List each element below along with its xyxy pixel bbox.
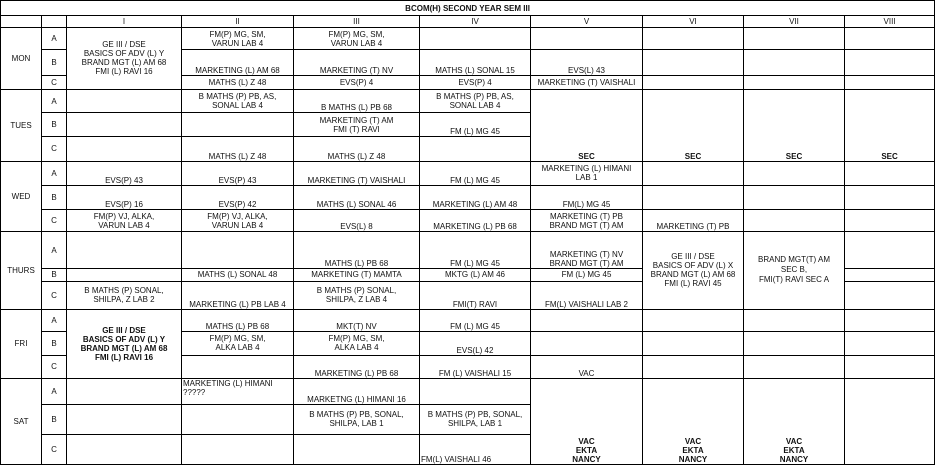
period-header: I [67,16,182,28]
class-cell: EVS(L) 8 [294,209,420,232]
section-label: B [42,404,67,434]
period-header: IV [420,16,531,28]
class-cell: MATHS (L) SONAL 48 [182,268,294,281]
class-cell [845,75,935,89]
class-cell [182,113,294,137]
class-cell: MARKETING (T) NV [294,50,420,76]
class-cell: EVS(P) 4 [294,75,420,89]
ge-dse-cell: GE III / DSE BASICS OF ADV (L) Y BRAND MGT (L) AM 68 FMI (L) RAVI 16 [67,309,182,379]
class-cell: EVS(P) 42 [182,186,294,210]
section-label: A [42,27,67,50]
wed-row-a [1,161,935,186]
class-cell [420,137,531,162]
class-cell: EVS(P) 43 [182,161,294,186]
day-label-sat: SAT [1,379,42,465]
class-cell: FM(P) VJ, ALKA, VARUN LAB 4 [182,209,294,232]
class-cell: FM (L) MG 45 [420,113,531,137]
class-cell: FM (L) MG 45 [531,268,643,281]
class-cell: MARKETING (T) VAISHALI [531,75,643,89]
class-cell: MARKETING (L) PB LAB 4 [182,281,294,309]
section-label: B [42,268,67,281]
class-cell [420,27,531,50]
day-label-wed: WED [1,161,42,232]
class-cell [531,309,643,332]
period-header: II [182,16,294,28]
class-cell [182,434,294,464]
day-label-tues: TUES [1,89,42,161]
section-label: C [42,355,67,379]
class-cell: MKTG (L) AM 46 [420,268,531,281]
class-cell [744,332,845,356]
class-cell [845,281,935,309]
class-cell [67,268,182,281]
day-label-mon: MON [1,27,42,89]
class-cell: MARKETING (T) PB BRAND MGT (T) AM [531,209,643,232]
class-cell: BRAND MGT(T) AM SEC B, FMI(T) RAVI SEC A [744,232,845,309]
period-header-row [1,16,935,28]
class-cell [643,161,744,186]
class-cell: B MATHS (P) PB, SONAL, SHILPA, LAB 1 [294,404,420,434]
ge-dse-cell: GE III / DSE BASICS OF ADV (L) Y BRAND MGT (L) AM 68 FMI (L) RAVI 16 [67,27,182,89]
class-cell: MARKETING (T) NV BRAND MGT (T) AM [531,232,643,268]
sat-row-a [1,379,935,405]
class-cell: MARKETING (T) VAISHALI [294,161,420,186]
class-cell [294,434,420,464]
vac-cell: VAC EKTA NANCY [744,379,845,465]
class-cell: MARKETING (L) HIMANI LAB 1 [531,161,643,186]
class-cell [420,379,531,405]
sec-cell: SEC [845,89,935,161]
class-cell: B MATHS (P) PB, AS, SONAL LAB 4 [420,89,531,113]
class-cell [67,89,182,113]
class-cell: MARKETING (L) PB 68 [294,355,420,379]
section-label: A [42,379,67,405]
class-cell [845,332,935,356]
class-cell [67,113,182,137]
section-label: C [42,281,67,309]
class-cell [845,161,935,186]
class-cell [744,186,845,210]
class-cell: B MATHS (L) PB 68 [294,89,420,113]
class-cell [845,50,935,76]
class-cell: B MATHS (P) PB, SONAL, SHILPA, LAB 1 [420,404,531,434]
class-cell: FM(L) VAISHALI 46 [420,434,531,464]
sec-cell: SEC [643,89,744,161]
class-cell: MARKETING (L) AM 48 [420,186,531,210]
class-cell: FM(P) MG, SM, ALKA LAB 4 [182,332,294,356]
class-cell: FM(P) MG, SM, VARUN LAB 4 [182,27,294,50]
class-cell: MARKETING (T) AM FMI (T) RAVI [294,113,420,137]
class-cell [643,355,744,379]
class-cell: MATHS (L) Z 48 [182,75,294,89]
section-label: B [42,186,67,210]
section-label: C [42,137,67,162]
wed-row-c [1,209,935,232]
class-cell [845,309,935,332]
period-header: III [294,16,420,28]
class-cell: B MATHS (P) PB, AS, SONAL LAB 4 [182,89,294,113]
class-cell [67,379,182,405]
class-cell: MARKETNG (L) HIMANI 16 [294,379,420,405]
class-cell [845,27,935,50]
class-cell [643,309,744,332]
day-label-thurs: THURS [1,232,42,309]
class-cell [744,209,845,232]
period-header: VII [744,16,845,28]
sec-cell: SEC [744,89,845,161]
class-cell: MATHS (L) Z 48 [182,137,294,162]
class-cell [643,50,744,76]
class-cell [67,404,182,434]
class-cell: FM(L) VAISHALI LAB 2 [531,281,643,309]
class-cell [744,309,845,332]
class-cell [643,332,744,356]
section-label: B [42,113,67,137]
wed-row-b [1,186,935,210]
class-cell [845,355,935,379]
class-cell: FMI(T) RAVI [420,281,531,309]
class-cell: EVS(P) 43 [67,161,182,186]
class-cell: MATHS (L) SONAL 15 [420,50,531,76]
class-cell [182,404,294,434]
sec-cell: SEC [531,89,643,161]
period-header: VI [643,16,744,28]
class-cell [744,161,845,186]
class-cell [182,355,294,379]
section-label: C [42,209,67,232]
class-cell [67,137,182,162]
mon-row-a [1,27,935,50]
class-cell [845,186,935,210]
class-cell: FM(P) MG, SM, ALKA LAB 4 [294,332,420,356]
section-label: A [42,161,67,186]
section-label: A [42,89,67,113]
ge-dse-cell: GE III / DSE BASICS OF ADV (L) X BRAND MGT (L) AM 68 FMI (L) RAVI 45 [643,232,744,309]
class-cell [845,209,935,232]
class-cell: FM (L) MG 45 [420,309,531,332]
corner-cell [42,16,67,28]
class-cell [182,232,294,268]
class-cell [67,434,182,464]
period-header: VIII [845,16,935,28]
day-label-fri: FRI [1,309,42,379]
class-cell: FM (L) VAISHALI 15 [420,355,531,379]
vac-cell: VAC EKTA NANCY [531,379,643,465]
class-cell [744,27,845,50]
class-cell [531,27,643,50]
class-cell: FM(L) MG 45 [531,186,643,210]
section-label: B [42,50,67,76]
section-label: A [42,232,67,268]
tues-row-a [1,89,935,113]
corner-cell [1,16,42,28]
section-label: C [42,75,67,89]
class-cell [845,268,935,281]
vac-cell: VAC EKTA NANCY [643,379,744,465]
class-cell: MARKETING (L) HIMANI ????? [182,379,294,405]
period-header: V [531,16,643,28]
class-cell: VAC [531,355,643,379]
class-cell [845,379,935,465]
class-cell: MATHS (L) Z 48 [294,137,420,162]
class-cell: EVS(P) 16 [67,186,182,210]
class-cell: B MATHS (P) SONAL, SHILPA, Z LAB 4 [294,281,420,309]
class-cell: MATHS (L) PB 68 [182,309,294,332]
section-label: B [42,332,67,356]
class-cell: FM(P) MG, SM, VARUN LAB 4 [294,27,420,50]
class-cell [643,27,744,50]
thurs-row-a [1,232,935,268]
section-label: A [42,309,67,332]
class-cell: FM (L) MG 45 [420,232,531,268]
timetable-title: BCOM(H) SECOND YEAR SEM III [1,1,935,16]
class-cell: EVS(L) 42 [420,332,531,356]
class-cell [744,50,845,76]
class-cell [643,186,744,210]
class-cell: FM (L) MG 45 [420,161,531,186]
section-label: C [42,434,67,464]
class-cell [744,355,845,379]
class-cell: MATHS (L) PB 68 [294,232,420,268]
fri-row-a [1,309,935,332]
class-cell: B MATHS (P) SONAL, SHILPA, Z LAB 2 [67,281,182,309]
class-cell: MARKETING (L) PB 68 [420,209,531,232]
class-cell [67,232,182,268]
class-cell [744,75,845,89]
class-cell: MKT(T) NV [294,309,420,332]
class-cell: MATHS (L) SONAL 46 [294,186,420,210]
class-cell: FM(P) VJ, ALKA, VARUN LAB 4 [67,209,182,232]
class-cell [845,232,935,268]
class-cell [643,75,744,89]
class-cell: MARKETING (L) AM 68 [182,50,294,76]
class-cell: MARKETING (T) PB [643,209,744,232]
class-cell: EVS(L) 43 [531,50,643,76]
class-cell: EVS(P) 4 [420,75,531,89]
class-cell: MARKETING (T) MAMTA [294,268,420,281]
class-cell [531,332,643,356]
